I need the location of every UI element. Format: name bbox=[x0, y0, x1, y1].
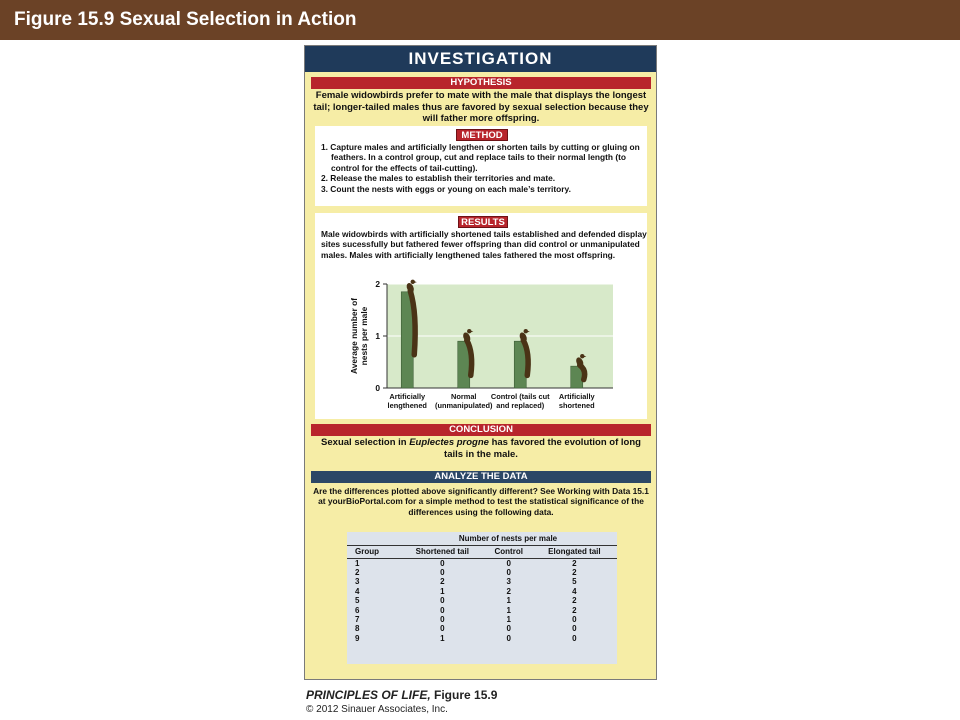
table-cell: 0 bbox=[440, 596, 445, 606]
table-row bbox=[347, 568, 617, 577]
x-tick-label: and replaced) bbox=[496, 401, 545, 410]
y-tick-label: 0 bbox=[375, 383, 380, 393]
book-title: PRINCIPLES OF LIFE, bbox=[306, 688, 431, 702]
bird-beak bbox=[414, 281, 416, 283]
table-row bbox=[347, 634, 617, 643]
table-cell: 1 bbox=[506, 605, 511, 615]
analyze-text bbox=[311, 486, 651, 517]
figure-number: Figure 15.9 bbox=[430, 688, 498, 702]
conclusion-band: CONCLUSION bbox=[311, 424, 651, 436]
table-row bbox=[347, 596, 617, 605]
table-cell: 3 bbox=[506, 577, 511, 587]
hypothesis-band: HYPOTHESIS bbox=[311, 77, 651, 89]
y-tick-label: 2 bbox=[375, 279, 380, 289]
table-span-header: Number of nests per male bbox=[399, 532, 617, 545]
method-step: 3. Count the nests with eggs or young on each male’s territory. bbox=[321, 183, 571, 194]
table-cell: 0 bbox=[572, 614, 577, 624]
investigation-panel bbox=[304, 45, 657, 680]
table-cell: 0 bbox=[440, 624, 445, 634]
method-label: METHOD bbox=[456, 129, 508, 141]
y-axis-label-line-2: nests per male bbox=[359, 306, 369, 366]
table-cell: 1 bbox=[440, 586, 445, 596]
x-tick-label: (unmanipulated) bbox=[435, 401, 493, 410]
bird-head bbox=[467, 329, 471, 333]
investigation-header: INVESTIGATION bbox=[305, 46, 656, 72]
table-group-cell: 5 bbox=[355, 596, 360, 606]
species-name: Euplectes progne bbox=[409, 437, 489, 448]
table-group-cell: 3 bbox=[355, 577, 360, 587]
table-cell: 0 bbox=[506, 558, 511, 568]
table-cell: 2 bbox=[572, 605, 577, 615]
table-cell: 0 bbox=[440, 558, 445, 568]
bird-head bbox=[524, 329, 528, 333]
method-steps bbox=[321, 142, 647, 194]
table-cell: 2 bbox=[572, 567, 577, 577]
table-cell: 2 bbox=[506, 586, 511, 596]
x-tick-label: Artificially bbox=[558, 392, 595, 401]
table-cell: 4 bbox=[572, 586, 577, 596]
table-cell: 2 bbox=[440, 577, 445, 587]
y-tick-label: 1 bbox=[375, 331, 380, 341]
table-group-cell: 7 bbox=[355, 614, 360, 624]
table-group-cell: 9 bbox=[355, 633, 360, 643]
table-cell: 0 bbox=[506, 624, 511, 634]
conclusion-text-part: has favored the evolution of long tails in the male. bbox=[444, 437, 641, 460]
table-cell: 0 bbox=[440, 567, 445, 577]
table-group-cell: 8 bbox=[355, 624, 360, 634]
table-col-header: Elongated tail bbox=[532, 545, 617, 558]
bioportal-link[interactable]: yourBioPortal.com bbox=[327, 496, 403, 507]
table-row bbox=[347, 587, 617, 596]
table-spacer bbox=[347, 532, 399, 545]
table-group-cell: 1 bbox=[355, 558, 360, 568]
bird-head bbox=[580, 354, 584, 358]
slide-title-bar bbox=[0, 0, 960, 40]
table-row bbox=[347, 624, 617, 633]
table-cell: 1 bbox=[506, 614, 511, 624]
y-axis-label-line-1: Average number of bbox=[349, 297, 359, 375]
nests-bar-chart bbox=[315, 213, 647, 419]
conclusion-text bbox=[311, 437, 651, 461]
table-col-header: Control bbox=[486, 545, 532, 558]
table-cell: 1 bbox=[506, 596, 511, 606]
x-tick-label: Artificially bbox=[389, 392, 426, 401]
table-row bbox=[347, 577, 617, 586]
table-group-cell: 6 bbox=[355, 605, 360, 615]
method-box bbox=[315, 126, 647, 206]
x-tick-label: Control (tails cut bbox=[490, 392, 550, 401]
results-text: Male widowbirds with artificially shortened tails established and defended display sites sucessfully but fathered fewer offspring than did control or unmanipulated males. Males with artificially lengthened tales fathered the most offspring. bbox=[321, 229, 647, 260]
table-cell: 0 bbox=[440, 614, 445, 624]
analyze-text-part: for a simple method to test the statistical significance of the differences using the following data. bbox=[402, 496, 644, 517]
table-cell: 1 bbox=[440, 633, 445, 643]
table-cell: 0 bbox=[506, 633, 511, 643]
results-box bbox=[315, 213, 647, 419]
table-group-cell: 4 bbox=[355, 586, 360, 596]
conclusion-text-part: Sexual selection in bbox=[321, 437, 410, 448]
table-row bbox=[347, 606, 617, 615]
table-row bbox=[347, 615, 617, 624]
x-tick-label: shortened bbox=[558, 401, 595, 410]
analyze-text-part: Are the differences plotted above significantly different? See Working with Data 15.1 at bbox=[313, 486, 649, 507]
table-group-header: Group bbox=[347, 545, 399, 558]
x-tick-label: lengthened bbox=[387, 401, 427, 410]
table-row bbox=[347, 558, 617, 568]
hypothesis-text: Female widowbirds prefer to mate with the male that displays the longest tail; longer-tailed males thus are favored by sexual selection because they will father more offspring. bbox=[313, 90, 649, 124]
table-group-cell: 2 bbox=[355, 567, 360, 577]
slide-title: Figure 15.9 Sexual Selection in Action bbox=[14, 9, 357, 30]
table-cell: 0 bbox=[572, 633, 577, 643]
table-cell: 0 bbox=[572, 624, 577, 634]
footer-citation bbox=[306, 688, 497, 702]
data-table bbox=[347, 532, 617, 664]
bird-head bbox=[411, 280, 415, 284]
table-cell: 2 bbox=[572, 558, 577, 568]
table-cell: 5 bbox=[572, 577, 577, 587]
method-step: 1. Capture males and artificially lengthen or shorten tails by cutting or gluing on feathers. In a control group, cut and replace tails to their normal length (to control for the effects of tail-cutting). bbox=[321, 142, 640, 173]
footer-copyright: © 2012 Sinauer Associates, Inc. bbox=[306, 704, 448, 715]
table-cell: 2 bbox=[572, 596, 577, 606]
results-label: RESULTS bbox=[458, 216, 508, 228]
table-col-header: Shortened tail bbox=[399, 545, 486, 558]
x-tick-label: Normal bbox=[451, 392, 477, 401]
analyze-band: ANALYZE THE DATA bbox=[311, 471, 651, 483]
table-cell: 0 bbox=[506, 567, 511, 577]
method-step: 2. Release the males to establish their territories and mate. bbox=[321, 173, 556, 184]
table-cell: 0 bbox=[440, 605, 445, 615]
